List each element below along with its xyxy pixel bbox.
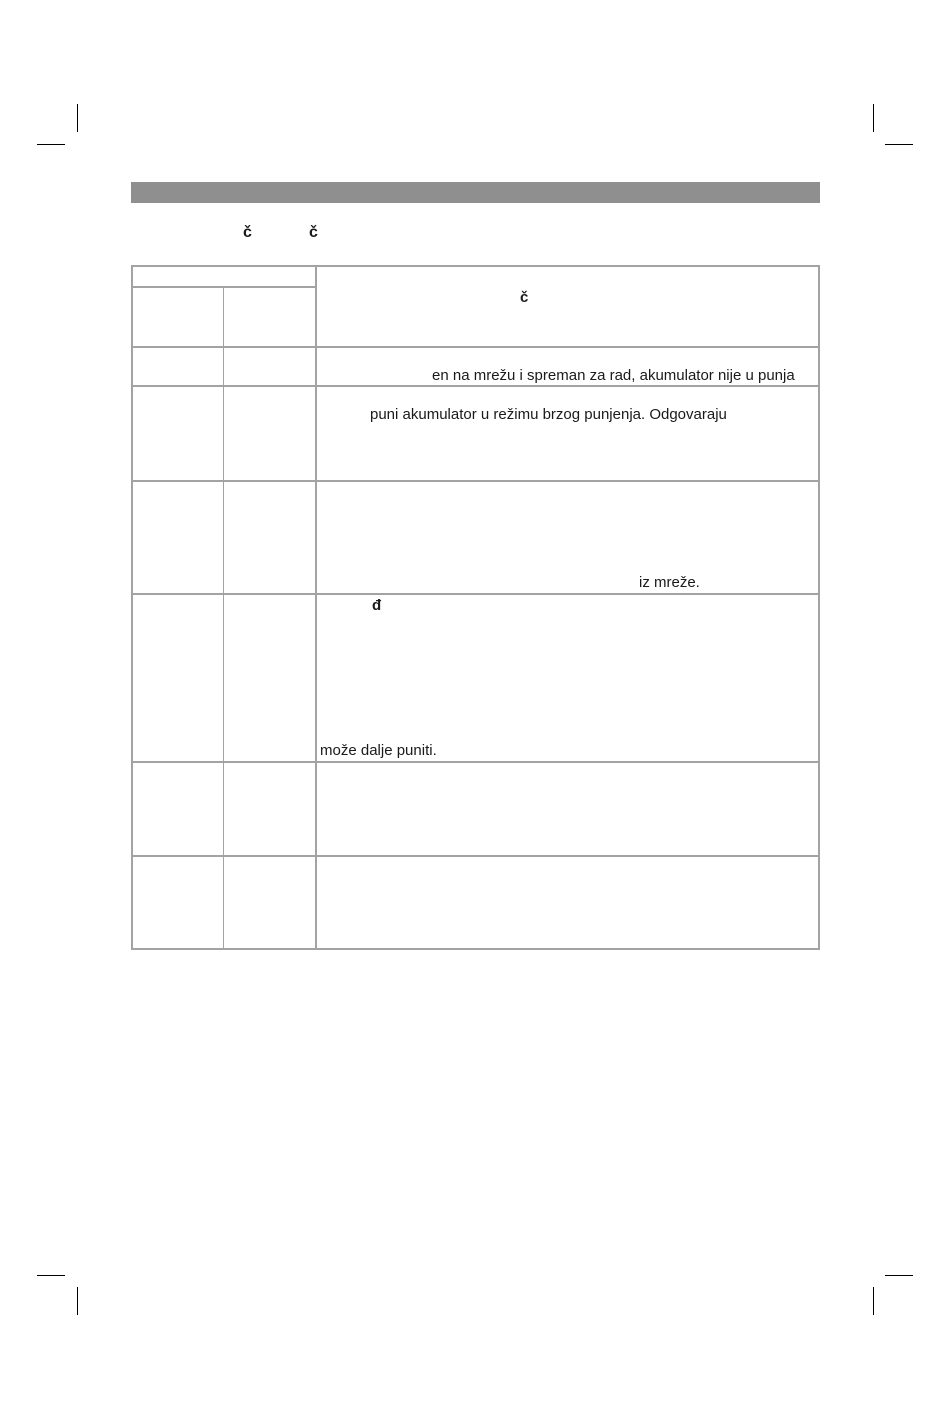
table-row-description: puni akumulator u režimu brzog punjenja. Odgovaraju bbox=[370, 406, 727, 423]
table-row-description: en na mrežu i spreman za rad, akumulator nije u punja bbox=[432, 367, 795, 384]
crop-mark bbox=[37, 1275, 65, 1276]
row-divider bbox=[133, 346, 818, 348]
section-header-bar bbox=[131, 182, 820, 203]
row-divider bbox=[133, 385, 818, 387]
crop-mark bbox=[873, 1287, 874, 1315]
heading-fragment: č bbox=[243, 224, 252, 241]
row-divider bbox=[133, 480, 818, 482]
led-status-table bbox=[131, 265, 820, 950]
crop-mark bbox=[885, 1275, 913, 1276]
row-divider bbox=[133, 855, 818, 857]
crop-mark bbox=[77, 1287, 78, 1315]
crop-mark bbox=[885, 144, 913, 145]
table-row-description: može dalje puniti. bbox=[320, 742, 437, 759]
row-divider bbox=[133, 286, 316, 288]
table-row-description: iz mreže. bbox=[639, 574, 700, 591]
row-divider bbox=[133, 761, 818, 763]
heading-fragment: č bbox=[309, 224, 318, 241]
column-divider bbox=[315, 267, 317, 948]
crop-mark bbox=[37, 144, 65, 145]
crop-mark bbox=[77, 104, 78, 132]
row-divider bbox=[133, 593, 818, 595]
crop-mark bbox=[873, 104, 874, 132]
table-header-fragment: č bbox=[520, 289, 529, 306]
table-row-description: đ bbox=[372, 597, 382, 614]
